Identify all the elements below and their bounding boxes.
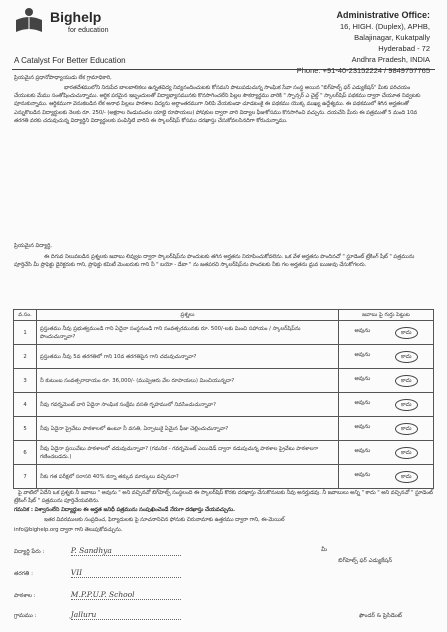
question-text: నీవు గవర్నమెంట్ వారి ఏదైనా సాంఘిక సంక్షేమ వసతి గృహములో నివసించుచున్నావా? <box>37 393 339 417</box>
question-text: ప్రస్తుతము నీవు 5వ తరగతిలో గాని 10వ తరగతిపైన గాని చదువుచున్నావా? <box>37 345 339 369</box>
village-label: గ్రామము : <box>14 613 37 619</box>
table-row <box>14 441 434 465</box>
question-number: 3 <box>14 369 37 393</box>
school-value[interactable]: M.P.P.U.P. School <box>71 590 181 600</box>
answer-cell <box>339 465 434 489</box>
answer-no[interactable]: కాదు <box>395 447 418 459</box>
question-number: 7 <box>14 465 37 489</box>
school-row <box>14 590 181 600</box>
answer-no[interactable]: కాదు <box>395 399 418 411</box>
office-line: Hyderabad - 72 <box>378 44 430 53</box>
question-number: 1 <box>14 321 37 345</box>
answer-no[interactable]: కాదు <box>395 351 418 363</box>
brand-subtitle: for education <box>68 27 109 34</box>
office-line: 16, HIGH. (Duplex), APHB, <box>339 22 430 31</box>
question-text: నీవు ఏదైనా ప్రయివేటు పాఠశాలలో చదువుచున్నావా? (గమనిక - గవర్నమెంట్ ఎయిడెడ్ ద్వారా నడుపుచున్న పాఠశాల ప్రైవేటు పాఠశాలగా గణించబడదు.) <box>37 441 339 465</box>
intro-paragraph: భారతదేశములోని నిరుపేద బాలబాలికలు ఉన్నతవిద్య నిద్యనందించుటకు కోసమని పాటుపడుచున్న సాంఘిక సేవా సంస్థ అయిన "బిగ్‌హెల్ప్ ఫర్ ఎడ్యుకేషన్" మీకు పరిచయం చేయుటకు మేము సంతోషించుచున్నాము. ఆర్థిక పరమైన ఇబ్బందులతో విద్యాభ్యాసమునకు కొనసాగించలేని పిల్లల సౌకర్యార్థము వారికి " స్పాన్సర్ ఎ చైల్డ్ " స్కాలర్‌షిప్ పథకము ద్వారా చేయూత నివ్వటకు పూనుకున్నాము. ఆర్థికముగా వెనుకబడిన లేక అనాథ పిల్లలు పాఠశాల విద్యను అర్ధాంతరముగా నిలిపి వేయకుండా చూడటంకై ఈ పథకము యొక్క ముఖ్య ఉద్దేశ్యము. ఈ పథకములో శిగిన అర్హతలతో ఎన్నుకొబడిన విద్యార్థులకు నెలకు రూ. 250/- (అక్షరాల రెండువందల యాభై రూపాయలు) పోషకుల ద్వారా వారి విద్యాల ఫీజుకోసము కొనసాగించి వచ్చును. దయచేసి మీరు ఈ పత్రముతో 5 మంది 10వ తరగతి వరకు చదువుచున్న విద్యార్థిని విద్యార్థులకు పంపిస్తిటి వారిని ఈ స్కాలర్‌షిప్ కోసము దరఖాస్తు చేసుకోవలసినదిగా కోరుచున్నాము. <box>14 85 421 124</box>
eligibility-table <box>13 309 434 489</box>
village-row <box>14 610 181 620</box>
student-name-value[interactable]: P. Sandhya <box>71 546 181 556</box>
answer-yes[interactable]: అవును <box>354 399 371 406</box>
answer-yes[interactable]: అవును <box>354 375 371 382</box>
answer-no[interactable]: కాదు <box>395 375 418 387</box>
signoff-org: బిగ్‌హెల్ప్ ఫర్ ఎడ్యుకేషన్ <box>338 558 392 564</box>
eligibility-rule: పై వాటిలో ఏదేని ఒక ప్రశ్నకు నీ జవాబు " అవును " అని వచ్చినచో బిగ్‌హెల్ప్ సంస్థలంది ఈ స్కాలర్‌షిప్ కొరకు దరఖాస్తు చేసుకొనుటకు నీవు అనర్హుడవు. నీ జవాబులు అన్ని " కాదు " అని వచ్చినచో " స్టూడెంట్ ట్రేకింగ్ షీట్ " పత్రమును పూర్తిచేయవలెను. <box>14 490 433 505</box>
table-header-row <box>14 310 434 321</box>
instructions-paragraph: ఈ దిగువ నిలువబడిన ప్రశ్నలకు జవాబు లివ్వుట ద్వారా స్కాలర్‌షిప్‌ను పొందుటకు తగిన అర్హతను నిరూపించుకోవలెను. ఒక వేళ అర్హతను పొందినచో " స్టూడెంట్ ట్రేకింగ్ షీట్ " పత్రమును పూర్తిచేసి మీ ప్రొఫెక్టు డైరెక్టరుకు గాని, ప్రొఫెక్టు కమిటీ మెంబరుకు గాని నీ " బయో - డేటా " ను జతపరచి స్కాలర్‌షిప్‌ను పొందటకు నీకు గల అర్హతను ధ్రువ ఋజువు చేసుకోగలరు. <box>14 254 415 269</box>
question-number: 4 <box>14 393 37 417</box>
answer-yes[interactable]: అవును <box>354 351 371 358</box>
table-row <box>14 321 434 345</box>
bighelp-logo-icon <box>14 6 44 36</box>
answer-yes[interactable]: అవును <box>354 447 371 454</box>
student-name-label: విద్యార్థి పేరు : <box>14 549 45 555</box>
class-row <box>14 568 181 578</box>
note: గమనిక : విశ్వాసంలేని విద్యార్థుల ఈ అర్హత జనిధీ పత్రమును సంపుఖించెండే నేరుగా దరఖాస్తు చేయవచ్చును. <box>14 507 235 513</box>
office-phone: Phone: +91-40-23152224 / 9849757765 <box>296 66 430 75</box>
table-row <box>14 417 434 441</box>
class-label: తరగతి : <box>14 571 33 577</box>
office-address <box>260 10 430 76</box>
answer-cell <box>339 417 434 441</box>
table-row <box>14 465 434 489</box>
village-value[interactable]: Jalluru <box>71 610 181 620</box>
table-row <box>14 345 434 369</box>
contact-paragraph: ఇతర వివరములకు సంప్రదించ, ఫిర్యాదులకు పై సూచనానిచిన ఫోనుకు చిరునామాకు ఉత్తరము ద్వారా గాని, ఈ-మెయిల్ <box>44 517 285 523</box>
answer-no[interactable]: కాదు <box>395 471 418 483</box>
question-number: 2 <box>14 345 37 369</box>
question-number: 6 <box>14 441 37 465</box>
salutation-student: ప్రియమైన విద్యార్థి, <box>14 243 52 249</box>
question-number: 5 <box>14 417 37 441</box>
answer-cell <box>339 441 434 465</box>
answer-cell <box>339 393 434 417</box>
class-value[interactable]: VII <box>71 568 181 578</box>
col-header-answer: జవాబు పై గుర్తు పెట్టుట <box>339 310 434 321</box>
office-line: Balajinagar, Kukatpally <box>354 33 430 42</box>
table-row <box>14 369 434 393</box>
office-line: Andhra Pradesh, INDIA <box>351 55 430 64</box>
office-title: Administrative Office: <box>336 10 430 20</box>
contact-email: info@bighelp.org ద్వారా గాని తెలుపుకోవచ్చును. <box>14 527 123 533</box>
header-divider <box>12 69 435 70</box>
col-header-serial: వ.సం. <box>14 310 37 321</box>
table-row <box>14 393 434 417</box>
salutation-headmaster: ప్రియమైన ప్రధానోపాధ్యాయుడు లేక గ్రామాధికారి, <box>14 75 112 81</box>
col-header-questions: ప్రశ్నలు <box>37 310 339 321</box>
answer-cell <box>339 345 434 369</box>
brand-name: Bighelp <box>50 9 102 25</box>
question-text: నీకు గత పరీక్షలో సరాసరి 40% కన్నా తక్కువ మార్కులు వచ్చినవా? <box>37 465 339 489</box>
school-label: పాఠశాల : <box>14 593 36 599</box>
answer-no[interactable]: కాదు <box>395 327 418 339</box>
question-text: నీ కుటుంబ సంవత్సరాదాయం రూ. 36,000/- (ముప్పెఆరు వేల రూపాయలు) మించియున్నదా? <box>37 369 339 393</box>
answer-yes[interactable]: అవును <box>354 327 371 334</box>
answer-cell <box>339 321 434 345</box>
answer-no[interactable]: కాదు <box>395 423 418 435</box>
answer-yes[interactable]: అవును <box>354 471 371 478</box>
signoff-title: ఫౌండర్ & ప్రెసిడెంట్ <box>359 613 402 619</box>
question-text: ప్రస్తుతము నీవు ప్రభుత్వముండి గాని ఏదైనా సంస్థనుండి గాని సంవత్సరమునకు రూ. 500/-లకు మించి సహాయం / స్కాలర్‌షిప్‌ను పొందుచున్నావా? <box>37 321 339 345</box>
signoff-line-1: మీ <box>321 547 327 553</box>
student-name-row <box>14 546 181 556</box>
tagline: A Catalyst For Better Education <box>14 56 126 65</box>
question-text: నీవు ఏదైనా ప్రైవేటు పాఠశాలలో ఉంటూ నీ వసతి, ఏర్పాటుకై ఏమైన ఫీజు చెల్లించుచున్నావా? <box>37 417 339 441</box>
answer-yes[interactable]: అవును <box>354 423 371 430</box>
answer-cell <box>339 369 434 393</box>
